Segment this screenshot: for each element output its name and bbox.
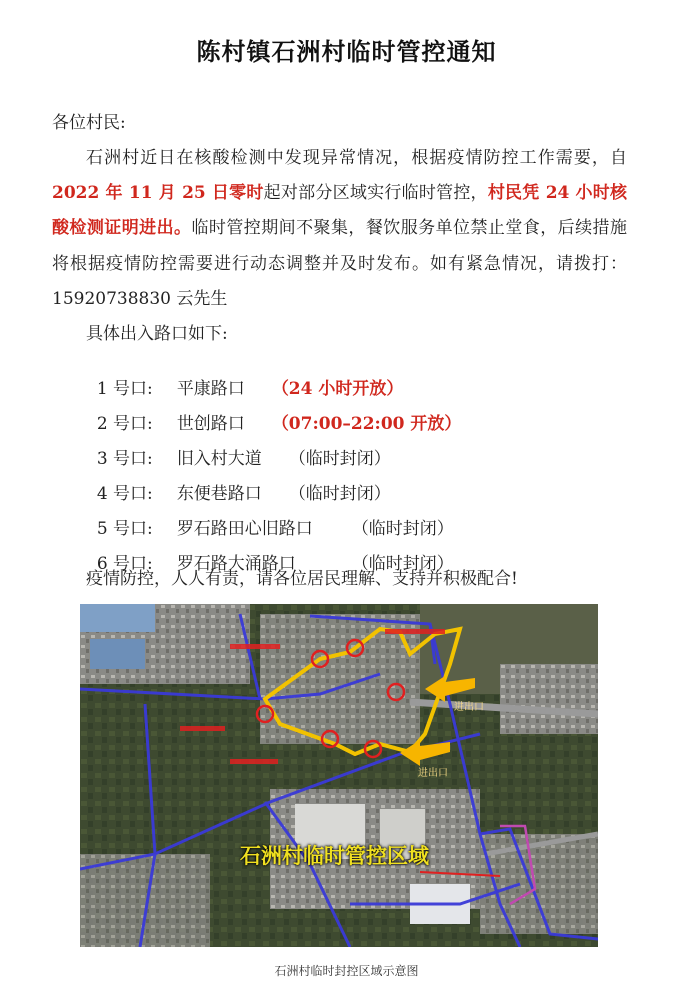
entry-label-2: 进出口 [418,768,448,779]
body-text-3: 临时管控期间不聚集，餐饮服务单位禁止堂食，后续措施将根据疫情防控需要进行动态调整并及时发布。如有紧急情况，请拨打：15920738830 云先生 [52,218,627,309]
gate-road: 世创路口 [176,414,245,434]
gate-road: 平康路口 [176,379,245,399]
entry-label-1: 进出口 [454,702,484,713]
notice-body [52,141,627,317]
control-zone-map [80,604,598,947]
body-text-1: 石洲村近日在核酸检测中发现异常情况，根据疫情防控工作需要，自 [86,148,627,168]
zone-label: 石洲村临时管控区域 [240,844,429,868]
gate-status: （临时封闭） [351,554,454,574]
exits-intro: 具体出入路口如下: [86,324,228,344]
map-caption: 石洲村临时封控区域示意图 [274,964,419,978]
gate-status: （24 小时开放） [271,379,404,399]
gate-number: 3 号口: [96,449,153,469]
gate-status: （临时封闭） [288,449,391,469]
closing-line: 疫情防控，人人有责，请各位居民理解、支持并积极配合! [86,569,518,589]
satellite-map-image [80,604,598,947]
gate-number: 4 号口: [96,484,153,504]
gate-number: 5 号口: [96,519,153,539]
gate-road: 东便巷路口 [176,484,262,504]
gate-road: 旧入村大道 [176,449,262,469]
nucleic-test-highlight: 村民凭 24 小时核酸检测证明进出。 [52,183,628,239]
greeting: 各位村民: [52,113,126,133]
gate-number: 1 号口: [96,379,153,399]
gate-status: （临时封闭） [351,519,454,539]
gate-status: （07:00–22:00 开放） [271,414,462,434]
gate-status: （临时封闭） [288,484,391,504]
gate-road: 罗石路大涌路口 [176,554,296,574]
gate-road: 罗石路田心旧路口 [176,519,313,539]
gate-number: 2 号口: [96,414,153,434]
notice-title: 陈村镇石洲村临时管控通知 [196,38,497,66]
gate-number: 6 号口: [96,554,153,574]
start-time-highlight: 2022 年 11 月 25 日零时 [52,183,264,204]
body-text-2: 起对部分区域实行临时管控， [263,183,488,204]
